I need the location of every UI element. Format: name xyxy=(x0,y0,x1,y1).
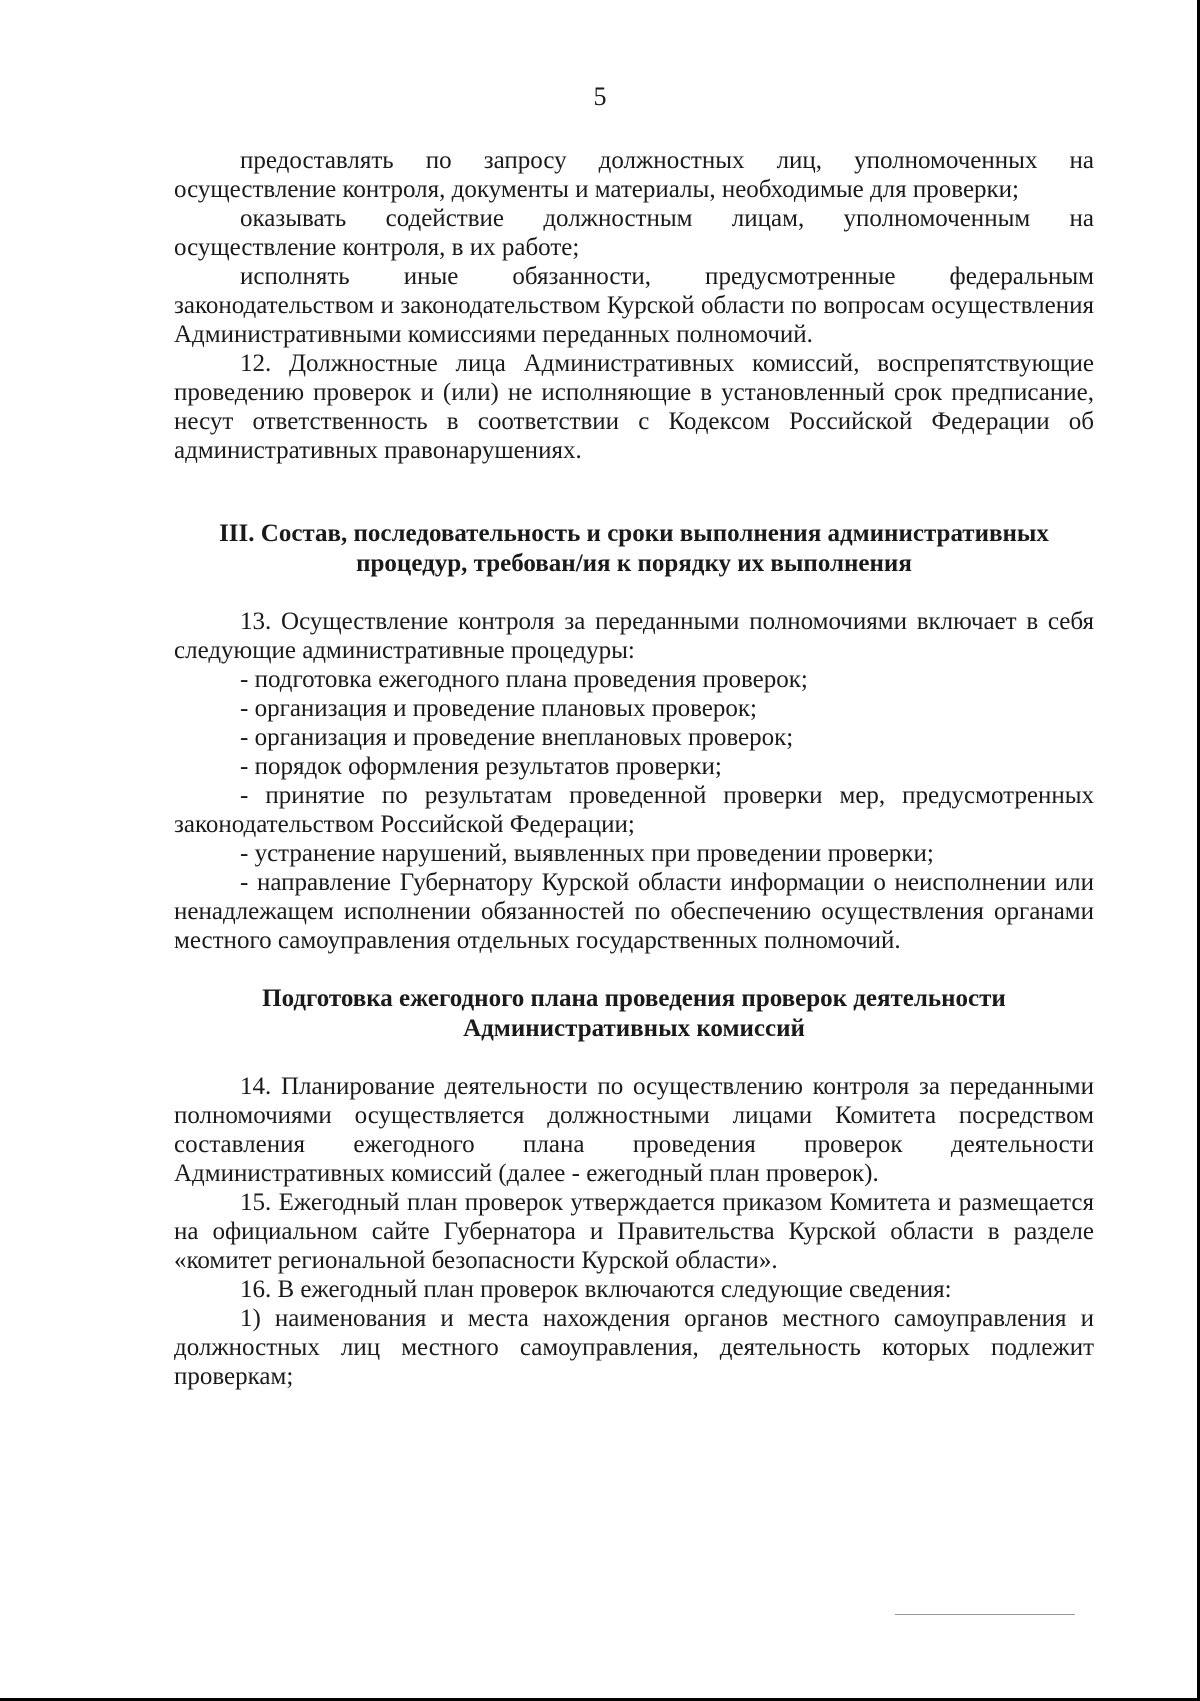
list-item-results-registration: - порядок оформления результатов проверки; xyxy=(240,753,722,780)
subsection-heading-line-1: Подготовка ежегодного плана проведения проверок деятельности xyxy=(262,985,1006,1012)
page-number: 5 xyxy=(593,82,607,111)
section-3-heading xyxy=(174,519,1094,579)
subsection-heading-line-2: Административных комиссий xyxy=(463,1015,805,1042)
scan-line xyxy=(895,1614,1075,1615)
list-item-unplanned-checks: - организация и проведение внеплановых проверок; xyxy=(240,724,794,751)
paragraph-12-liability: 12. Должностные лица Административных комиссий, воспрепятствующие проведению проверок и (или) не исполняющие в установленный срок предписание, несут ответственность в соответствии с Кодексом Российской Федерации об административных правонарушениях. xyxy=(174,350,1094,464)
paragraph-13-procedures: 13. Осуществление контроля за переданными полномочиями включает в себя следующие административные процедуры: xyxy=(174,608,1094,664)
section-3-heading-line-2: процедур, требован/ия к порядку их выполнения xyxy=(356,550,912,577)
list-item-eliminate-violations: - устранение нарушений, выявленных при проведении проверки; xyxy=(240,840,934,867)
paragraph-provide-documents: предоставлять по запросу должностных лиц, уполномоченных на осуществление контроля, документы и материалы, необходимые для проверки; xyxy=(174,147,1094,203)
paragraph-14-planning: 14. Планирование деятельности по осуществлению контроля за переданными полномочиями осуществляется должностными лицами Комитета посредством составления ежегодного плана проведения проверок деятельности Административных комиссий (далее - ежегодный план проверок). xyxy=(174,1073,1094,1187)
list-item-annual-plan: - подготовка ежегодного плана проведения проверок; xyxy=(240,666,808,693)
section-3-heading-line-1: III. Состав, последовательность и сроки выполнения административных xyxy=(219,520,1049,547)
list-item-measures: - принятие по результатам проведенной проверки мер, предусмотренных законодательством Российской Федерации; xyxy=(174,782,1094,838)
subsection-heading xyxy=(174,984,1094,1044)
document-body xyxy=(174,146,1094,1391)
list-item-inform-governor: - направление Губернатору Курской области информации о неисполнении или ненадлежащем исполнении обязанностей по обеспечению осуществления органами местного самоуправления отдельных государственных полномочий. xyxy=(174,869,1094,954)
paragraph-other-duties: исполнять иные обязанности, предусмотренные федеральным законодательством и законодательством Курской области по вопросам осуществления Административными комиссиями переданных полномочий. xyxy=(174,263,1094,348)
paragraph-16-contents: 16. В ежегодный план проверок включаются следующие сведения: xyxy=(240,1276,952,1303)
paragraph-15-approval: 15. Ежегодный план проверок утверждается приказом Комитета и размещается на официальном сайте Губернатора и Правительства Курской области в разделе «комитет региональной безопасности Курской области». xyxy=(174,1189,1094,1274)
list-item-planned-checks: - организация и проведение плановых проверок; xyxy=(240,695,757,722)
paragraph-assist-officials: оказывать содействие должностным лицам, уполномоченным на осуществление контроля, в их работе; xyxy=(174,205,1094,261)
paragraph-16-item-1: 1) наименования и места нахождения органов местного самоуправления и должностных лиц местного самоуправления, деятельность которых подлежит проверкам; xyxy=(174,1305,1094,1390)
